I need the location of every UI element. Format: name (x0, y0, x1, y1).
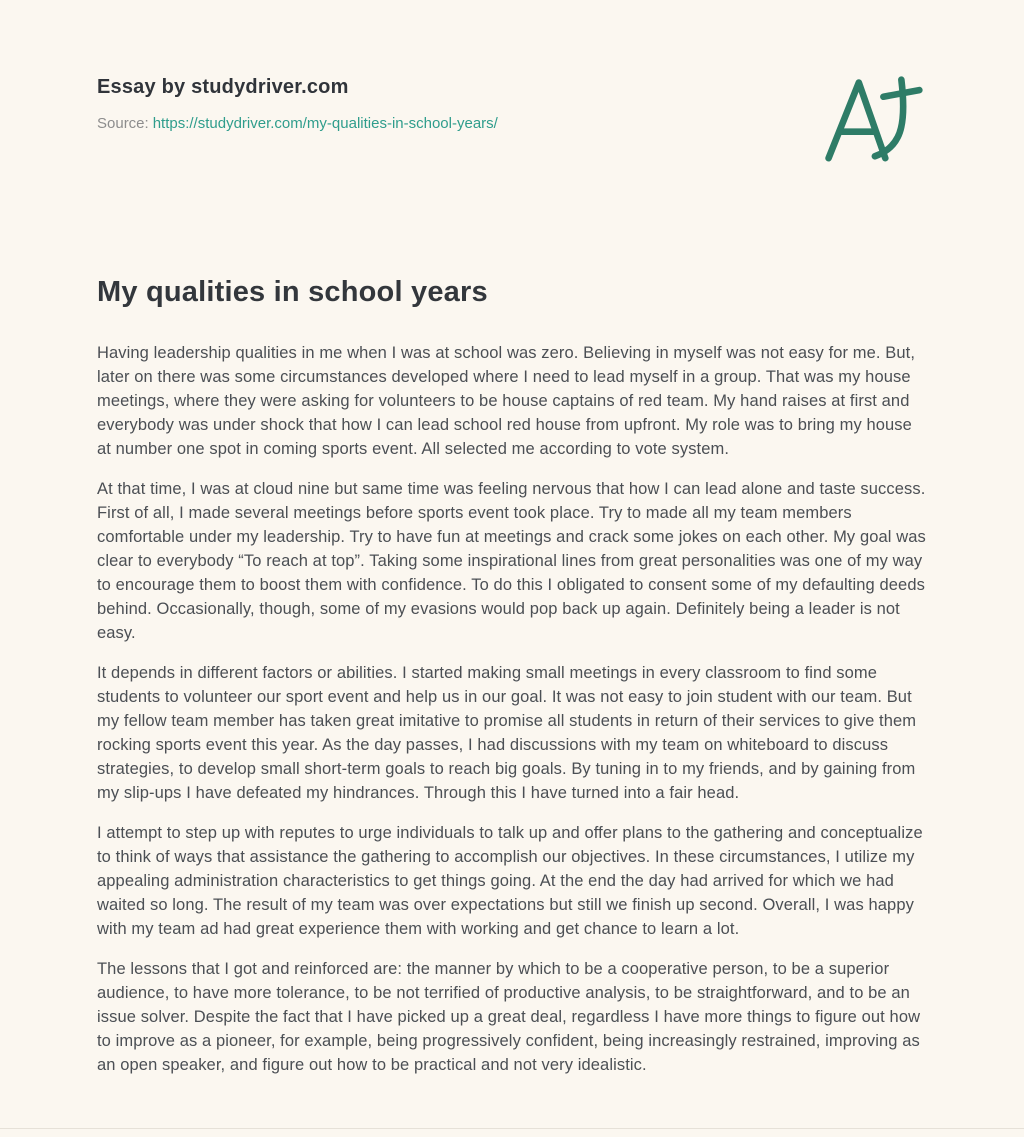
studydriver-logo-icon (821, 72, 925, 164)
essay-body (97, 341, 927, 1077)
essay-paragraph-5: The lessons that I got and reinforced are: the manner by which to be a cooperative person, to be a superior audience, to have more tolerance, to be not terrified of productive analysis, to be straightforward, and to be an issue solver. Despite the fact that I have picked up a great deal, regardless I have more things to figure out how to improve as a pioneer, for example, being progressively confident, being increasingly restrained, improving as an open speaker, and figure out how to be practical and not very idealistic. (97, 960, 921, 1074)
source-link[interactable]: https://studydriver.com/my-qualities-in-school-years/ (152, 115, 498, 132)
header-text-block (97, 76, 498, 132)
page-header (97, 76, 927, 164)
essay-content (97, 276, 927, 1077)
essay-title: My qualities in school years (97, 276, 488, 308)
essay-paragraph-2: At that time, I was at cloud nine but same time was feeling nervous that how I can lead alone and taste success. First of all, I made several meetings before sports event took place. Try to made all my team members comfortable under my leadership. Try to have fun at meetings and crack some jokes on each other. My goal was clear to everybody “To reach at top”. Taking some inspirational lines from great personalities was one of my way to encourage them to boost them with confidence. To do this I obligated to consent some of my defaulting deeds behind. Occasionally, though, some of my evasions would pop back up again. Definitely being a leader is not easy. (97, 480, 926, 642)
source-label: Source: (97, 115, 149, 132)
essay-paragraph-3: It depends in different factors or abilities. I started making small meetings in every classroom to find some students to volunteer our sport event and help us in our goal. It was not easy to join student with our team. But my fellow team member has taken great imitative to promise all students in return of their services to give them rocking sports event this year. As the day passes, I had discussions with my team on whiteboard to discuss strategies, to develop small short-term goals to reach big goals. By tuning in to my friends, and by gaining from my slip-ups I have defeated my hindrances. Through this I have turned into a fair head. (97, 664, 917, 802)
essay-paragraph-1: Having leadership qualities in me when I was at school was zero. Believing in myself was not easy for me. But, later on there was some circumstances developed where I need to lead myself in a group. That was my house meetings, where they were asking for volunteers to be house captains of red team. My hand raises at first and everybody was under shock that how I can lead school red house from upfront. My role was to bring my house at number one spot in coming sports event. All selected me according to vote system. (97, 344, 916, 458)
byline: Essay by studydriver.com (97, 76, 349, 98)
essay-paragraph-4: I attempt to step up with reputes to urge individuals to talk up and offer plans to the gathering and conceptualize to think of ways that assistance the gathering to accomplish our objectives. In these circumstances, I utilize my appealing administration characteristics to get things going. At the end the day had arrived for which we had waited so long. The result of my team was over expectations but still we finish up second. Overall, I was happy with my team ad had great experience them with working and get chance to learn a lot. (97, 824, 923, 938)
source-line (97, 115, 498, 132)
bottom-divider (0, 1128, 1024, 1129)
